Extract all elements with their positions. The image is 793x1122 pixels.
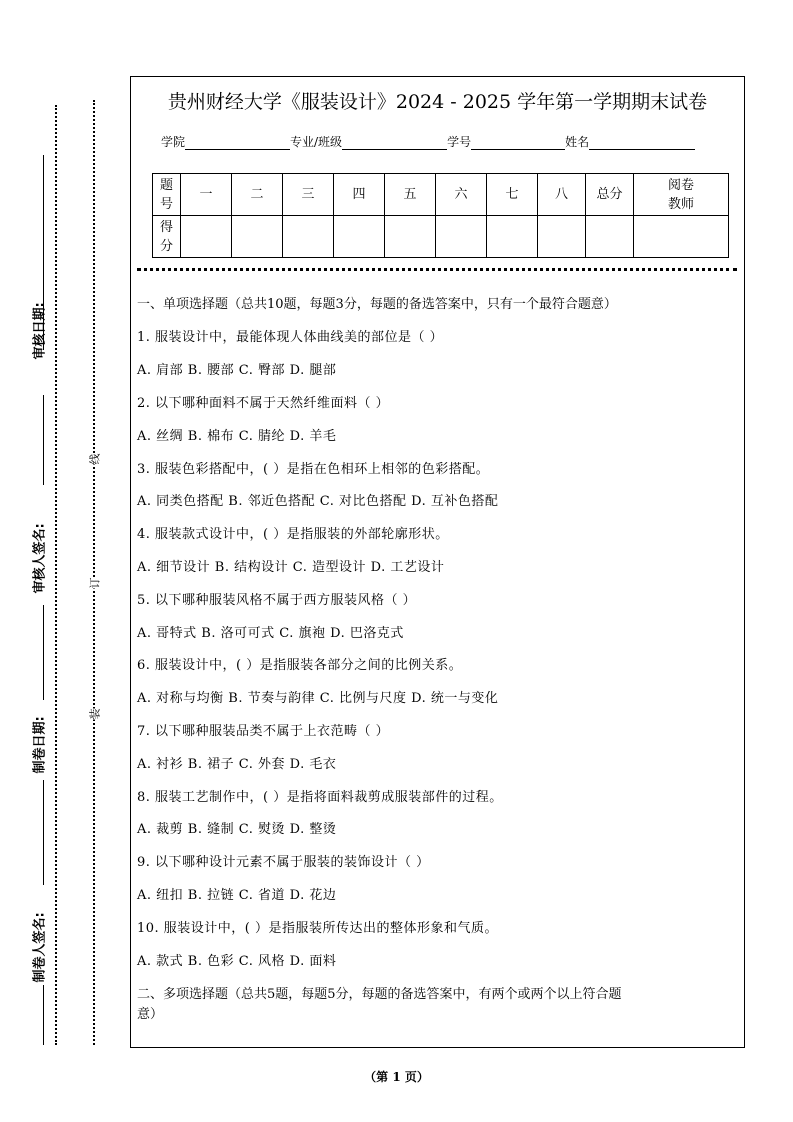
question-5: 5. 以下哪种服装风格不属于西方服装风格（ ） (137, 593, 417, 608)
question-5-options: A. 哥特式 B. 洛可可式 C. 旗袍 D. 巴洛克式 (137, 626, 404, 641)
student-info-row (161, 133, 695, 150)
question-10: 10. 服装设计中，( ）是指服装所传达出的整体形象和气质。 (137, 921, 499, 936)
score-col-6: 六 (436, 174, 487, 216)
question-4-options: A. 细节设计 B. 结构设计 C. 造型设计 D. 工艺设计 (137, 560, 445, 575)
question-9: 9. 以下哪种设计元素不属于服装的装饰设计（ ） (137, 855, 430, 870)
cut-char-xian: 线 (88, 453, 102, 465)
compile-date-label: 制卷日期: (32, 716, 48, 774)
cut-char-ding: 订 (88, 577, 102, 589)
name-field[interactable] (589, 135, 695, 150)
score-col-1: 一 (181, 174, 232, 216)
question-7: 7. 以下哪种服装品类不属于上衣范畴（ ） (137, 724, 390, 739)
score-col-8: 八 (538, 174, 586, 216)
cut-char-zhuang: 装 (88, 708, 102, 720)
page-footer: （第 1 页） (364, 1070, 429, 1084)
binding-line-5 (43, 985, 44, 1045)
question-9-options: A. 纽扣 B. 拉链 C. 省道 D. 花边 (137, 888, 337, 903)
score-col-7: 七 (487, 174, 538, 216)
question-2-options: A. 丝绸 B. 棉布 C. 腈纶 D. 羊毛 (137, 429, 337, 444)
cut-dotted-line (93, 100, 95, 1045)
score-col-3: 三 (283, 174, 334, 216)
question-10-options: A. 款式 B. 色彩 C. 风格 D. 面料 (137, 954, 337, 969)
score-cell[interactable] (586, 216, 634, 258)
question-3-options: A. 同类色搭配 B. 邻近色搭配 C. 对比色搭配 D. 互补色搭配 (137, 494, 499, 509)
score-table-header-row (153, 174, 729, 216)
score-col-2: 二 (232, 174, 283, 216)
review-date-label: 审核日期: (32, 302, 48, 360)
college-label: 学院 (161, 135, 186, 149)
question-3: 3. 服装色彩搭配中，( ）是指在色相环上相邻的色彩搭配。 (137, 462, 490, 477)
question-1: 1. 服装设计中，最能体现人体曲线美的部位是（ ） (137, 330, 444, 345)
score-col-total: 总分 (586, 174, 634, 216)
exam-frame (130, 76, 745, 1048)
question-2: 2. 以下哪种面料不属于天然纤维面料（ ） (137, 396, 390, 411)
compiler-signature-label: 制卷人签名: (32, 912, 48, 983)
section1-heading: 一、单项选择题（总共10题，每题3分，每题的备选答案中，只有一个最符合题意） (137, 297, 617, 312)
score-col-5: 五 (385, 174, 436, 216)
question-7-options: A. 衬衫 B. 裙子 C. 外套 D. 毛衣 (137, 757, 337, 772)
question-1-options: A. 肩部 B. 腰部 C. 臀部 D. 腿部 (137, 363, 337, 378)
row-label-score: 得分 (153, 216, 181, 258)
score-table-score-row (153, 216, 729, 258)
major-label: 专业/班级 (290, 135, 343, 149)
student-id-field[interactable] (471, 135, 565, 150)
outer-dotted-line (55, 105, 57, 1045)
score-cell[interactable] (385, 216, 436, 258)
student-id-label: 学号 (447, 135, 472, 149)
score-table (152, 173, 729, 258)
score-col-grader: 阅卷教师 (634, 174, 729, 216)
question-6: 6. 服装设计中，( ）是指服装各部分之间的比例关系。 (137, 658, 463, 673)
score-cell[interactable] (232, 216, 283, 258)
binding-line-3 (43, 605, 44, 700)
reviewer-signature-label: 审核人签名: (32, 523, 48, 594)
section2-heading-line1: 二、多项选择题（总共5题，每题5分，每题的备选答案中，有两个或两个以上符合题 (137, 987, 622, 1002)
college-field[interactable] (185, 135, 290, 150)
score-cell[interactable] (181, 216, 232, 258)
question-6-options: A. 对称与均衡 B. 节奏与韵律 C. 比例与尺度 D. 统一与变化 (137, 691, 499, 706)
dotted-separator (137, 268, 737, 271)
name-label: 姓名 (565, 135, 590, 149)
question-8: 8. 服装工艺制作中，( ）是指将面料裁剪成服装部件的过程。 (137, 790, 503, 805)
score-cell[interactable] (487, 216, 538, 258)
question-4: 4. 服装款式设计中，( ）是指服装的外部轮廓形状。 (137, 527, 449, 542)
section2-heading-line2: 意） (137, 1007, 164, 1022)
score-cell[interactable] (283, 216, 334, 258)
score-cell[interactable] (634, 216, 729, 258)
score-cell[interactable] (334, 216, 385, 258)
binding-line-2 (43, 395, 44, 485)
binding-line-4 (43, 780, 44, 885)
score-cell[interactable] (538, 216, 586, 258)
major-field[interactable] (342, 135, 447, 150)
question-8-options: A. 裁剪 B. 缝制 C. 熨烫 D. 整烫 (137, 822, 337, 837)
score-col-4: 四 (334, 174, 385, 216)
row-label-question: 题号 (153, 174, 181, 216)
score-cell[interactable] (436, 216, 487, 258)
exam-title: 贵州财经大学《服装设计》2024 - 2025 学年第一学期期末试卷 (167, 91, 708, 113)
